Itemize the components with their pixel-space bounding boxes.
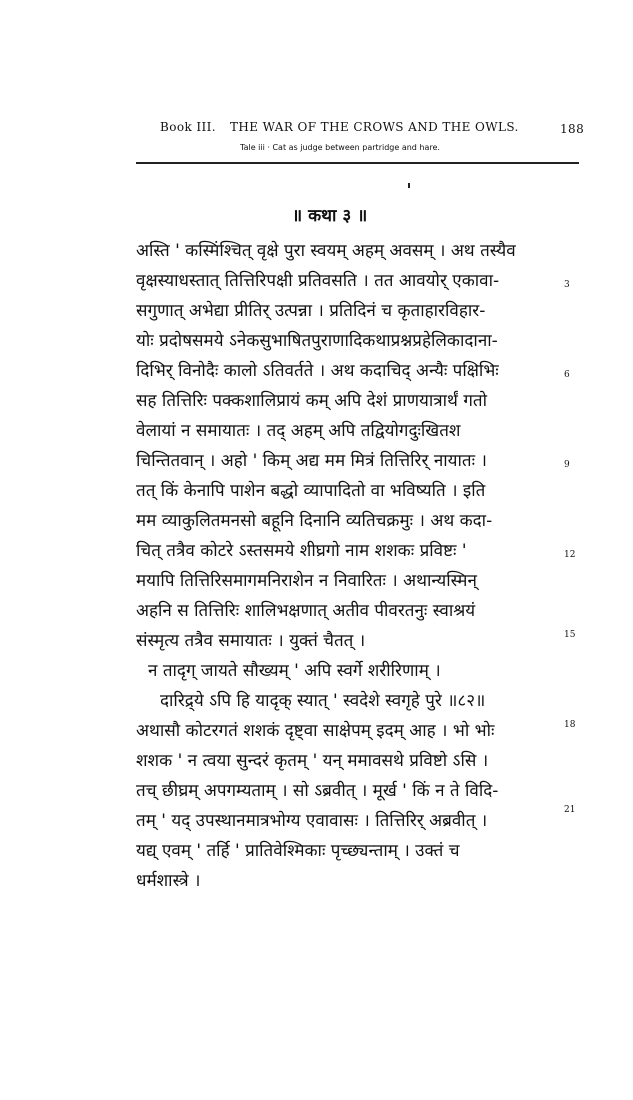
sanskrit-text: [136, 236, 576, 896]
line-number: 3: [564, 280, 570, 290]
line-number: 12: [564, 550, 576, 560]
text-line: तच् छीघ्रम् अपगम्यताम् । सो ऽब्रवीत् । मूर्ख ' किं न ते विदि-: [136, 781, 499, 801]
text-line: सगुणात् अभेद्या प्रीतिर् उत्पन्ना । प्रतिदिनं च कृताहारविहार-: [136, 301, 486, 321]
text-line: मयापि तित्तिरिसमागमनिराशेन न निवारितः । अथान्यस्मिन्: [136, 571, 477, 591]
print-mark: [408, 183, 410, 188]
running-head: [160, 120, 600, 140]
text-line: अस्ति ' कस्मिंश्चित् वृक्षे पुरा स्वयम् अहम् अवसम् । अथ तस्यैव: [136, 241, 516, 261]
text-line: योः प्रदोषसमये ऽनेकसुभाषितपुराणादिकथाप्रश्नप्रहेलिकादाना-: [136, 331, 498, 351]
tale-subtitle: Tale iii · Cat as judge between partridge and hare.: [240, 143, 440, 152]
text-line: शशक ' न त्वया सुन्दरं कृतम् ' यन् ममावसथे प्रविष्टो ऽसि ।: [136, 751, 489, 771]
text-line: संस्मृत्य तत्रैव समायातः । युक्तं चैतत् ।: [136, 631, 366, 651]
text-line: तत् किं केनापि पाशेन बद्धो व्यापादितो वा भविष्यति । इति: [136, 481, 486, 501]
verse-line: दारिद्र्ये ऽपि हि यादृक् स्यात् ' स्वदेशे स्वगृहे पुरे ॥८२॥: [160, 691, 486, 711]
text-line: धर्मशास्त्रे ।: [136, 871, 201, 891]
text-line: सह तित्तिरिः पक्कशालिप्रायं कम् अपि देशं प्राणयात्रार्थं गतो: [136, 391, 487, 411]
line-number: 9: [564, 460, 570, 470]
text-line: यद्य् एवम् ' तर्हि ' प्रातिवेश्मिकाः पृच्छ्यन्ताम् । उक्तं च: [136, 841, 460, 861]
book-number: Book III.: [160, 120, 216, 134]
text-line: चित् तत्रैव कोटरे ऽस्तसमये शीघ्रगो नाम शशकः प्रविष्टः ': [136, 541, 467, 561]
verse-line: न तादृग् जायते सौख्यम् ' अपि स्वर्गे शरीरिणाम् ।: [148, 661, 441, 681]
text-line: तम् ' यद् उपस्थानमात्रभोग्य एवावासः । तित्तिरिर् अब्रवीत् ।: [136, 811, 488, 831]
text-line: दिभिर् विनोदैः कालो ऽतिवर्तते । अथ कदाचिद् अन्यैः पक्षिभिः: [136, 361, 499, 381]
text-line: मम व्याकुलितमनसो बहूनि दिनानि व्यतिचक्रमुः । अथ कदा-: [136, 511, 493, 531]
page-number: 188: [560, 122, 585, 136]
running-title: THE WAR OF THE CROWS AND THE OWLS.: [230, 120, 519, 134]
line-number: 6: [564, 370, 570, 380]
line-number: 15: [564, 630, 576, 640]
text-line: वृक्षस्याधस्तात् तित्तिरिपक्षी प्रतिवसति । तत आवयोर् एकावा-: [136, 271, 500, 291]
text-line: अहनि स तित्तिरिः शालिभक्षणात् अतीव पीवरतनुः स्वाश्रयं: [136, 601, 476, 621]
text-line: चिन्तितवान् । अहो ' किम् अद्य मम मित्रं तित्तिरिर् नायातः ।: [136, 451, 487, 471]
text-line: वेलायां न समायातः । तद् अहम् अपि तद्वियोगदुःखितश: [136, 421, 461, 441]
text-line: अथासौ कोटरगतं शशकं दृष्ट्वा साक्षेपम् इदम् आह । भो भोः: [136, 721, 495, 741]
header-rule: [136, 162, 579, 164]
story-heading: ॥ कथा ३ ॥: [292, 206, 368, 226]
line-number: 18: [564, 720, 576, 730]
line-number: 21: [564, 805, 576, 815]
